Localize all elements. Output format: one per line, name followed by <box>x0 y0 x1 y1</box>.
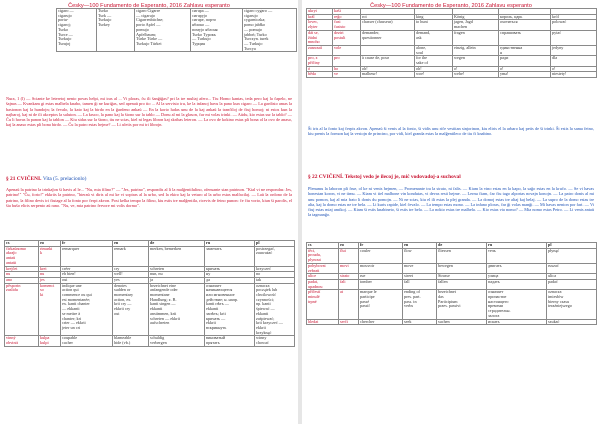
table-cell: vole <box>333 45 361 55</box>
table-cell: Strasse <box>437 274 487 280</box>
table-cell: dát se, žádat mnoho <box>307 30 333 45</box>
table-cell: dla <box>551 56 597 66</box>
table-cell: flui <box>339 248 359 263</box>
table-cell: течь <box>487 248 547 263</box>
column-header: eo <box>39 241 61 247</box>
table-cell: kulpa kulpi <box>39 336 61 346</box>
table-cell: cigaro — cigarujo portu- cigaroj; Turko Turce — Turkujo Turujoj <box>57 9 97 52</box>
table-cell: à cause de, pour <box>361 56 415 66</box>
table-cell: král <box>307 14 333 20</box>
column-header: en <box>113 241 149 247</box>
table-cell: fall <box>403 279 437 289</box>
table-cell: reĝo <box>333 14 361 20</box>
table-cell: ulice <box>307 274 339 280</box>
table-cell: schreien <box>149 266 205 272</box>
table-cell: искать <box>487 319 547 325</box>
table-cell: movi <box>339 263 359 273</box>
section-heading <box>6 176 292 182</box>
column-header: ru <box>487 243 547 249</box>
table-cell: ради <box>499 56 551 66</box>
table-cell: ruszać <box>547 263 597 273</box>
exercise-text-1: Ŝi iris al la fonto kaj ĉerpis akvon. Apenaŭ ŝi venis al la fonto, ŝi vidis unu riĉe vestitan sinjorinon, kiu eliris el la arbaro kaj petis de ŝi trinki. Ŝi estis la sama feino, kiu prenis la formon kaj la vestojn de princino, por vidi, kiel granda estas la malĝentileco de tiu ĉi knabino. <box>308 126 594 137</box>
table-cell: merken, bemerken <box>149 246 205 266</box>
table-cell: увы! <box>499 72 551 78</box>
table-cell: bezeichnet eine anfangende oder momentane Handlung; z. B. kanti singen — ekkanti anstimmen, krii schreien — ekkrii aufschreien <box>149 283 205 336</box>
column-header: pl <box>255 241 295 247</box>
table-cell: woe! <box>415 72 453 78</box>
table-cell: единственна я <box>499 45 551 55</box>
column-header: fr <box>359 243 403 249</box>
table-cell: падать <box>487 279 547 289</box>
column-header: ru <box>205 241 255 247</box>
table-cell: ukryt <box>307 9 333 15</box>
table-cell: krejĉet <box>5 266 39 272</box>
table-cell: krei <box>39 266 61 272</box>
table-cell: rue <box>359 274 403 280</box>
table-cell: padać <box>547 279 597 289</box>
table-row <box>307 72 597 78</box>
table-cell: mouvoir <box>359 263 403 273</box>
table-cell: remarquer <box>61 246 113 266</box>
table-cell: at <box>339 290 359 319</box>
table-cell: ну <box>205 272 255 278</box>
table-cell: yes <box>113 277 149 283</box>
table-cell: cigaro cygaro — cigarujo cygarniczka; pomo jabłko — pomujo jabłoń; Turko Turczyn. turek — Turkujo Turcya <box>243 9 297 52</box>
table-cell: ja <box>149 277 205 283</box>
table-cell: сигара — сигарујо сигаре, порто яблоко — помујо яблоня Turko Турокъ — Turkujo Турция <box>191 9 243 52</box>
table-cell: fali <box>339 279 359 289</box>
table-cell: да <box>205 277 255 283</box>
table-cell: postrzegać, zauważać <box>255 246 295 266</box>
table-cell: wegen <box>453 56 499 66</box>
table-cell: krzyczeć <box>255 266 295 272</box>
left-top-table <box>56 8 297 52</box>
table-row <box>307 248 597 263</box>
table-cell: rimarki k <box>39 246 61 266</box>
table-cell: couler <box>359 248 403 263</box>
table-cell: hledat <box>307 319 339 325</box>
table-cell: kaŝi <box>333 9 361 15</box>
table-cell: denotes sudden or momentary action, ex. krii cry — ekkrii cry out <box>113 283 149 336</box>
table-cell: jes <box>39 277 61 283</box>
table-cell: jagen, Jagd machen <box>453 20 499 30</box>
table-cell: indique une action qui commence ou qui est momentanée; ex. kanti chanter — ekkanti se mettre à chanter; kri crier — ekkrii jeter un cri <box>61 283 113 336</box>
table-cell: for the sake of <box>415 56 453 66</box>
table-cell: oh! <box>415 66 453 72</box>
table-cell: demand, ask <box>415 30 453 45</box>
table-cell: ĉasi ĉasisto <box>333 20 361 30</box>
table-cell: serĉi <box>339 319 359 325</box>
right-top-table <box>306 8 597 78</box>
table-row <box>307 56 597 66</box>
table-row <box>5 336 295 346</box>
table-cell: король, царь <box>499 14 551 20</box>
exercise-text-2: Apenaŭ la patrino la trinkaĵon ŝi havis al le... "Nu, mia filino?" — "Jes, patrino", respondis al li la malĝentilulino, ofensante sian patrinon. "Kial vi ne respondas: Jes, patrino!" "Ĉu, forto!" ekkriis la patrino, "hieraŭ vi diris al mi ke vi sopiras al la urbo, sed la ekiro kaj la veturo al la urbo estas malfacilaj. — Laŭ la ordono de la patrino, la filino devis iri ĉiutage al la fonto por ĉerpi akvon. Post kelka tempo la filino, kiu estis tre malĝentila, ricevis de feino punon: ĉe ĉiu vorto, kiun ŝi parolis, el ŝia buŝo eliris serpento aŭ rano. "Nu, ve, mia patrino fervore mi volis dormo". <box>6 187 292 208</box>
column-header: fr <box>61 241 113 247</box>
table-cell: szukać <box>547 319 597 325</box>
table-cell: chasser (chasseur) <box>361 20 415 30</box>
table-cell: créer <box>61 266 113 272</box>
table-cell: strato <box>339 274 359 280</box>
table-cell: no <box>255 272 295 278</box>
table-cell: seek <box>403 319 437 325</box>
table-row <box>57 9 297 52</box>
table-cell: niestety! <box>551 72 597 78</box>
table-cell: běda <box>307 72 333 78</box>
table-row <box>5 283 295 336</box>
table-cell: oznacza początek lub chwilowość czynności; np. kanti śpiewać — ekkanti zaśpiewać; krii krzyczeć — ekkrii krzyknąć <box>255 283 295 336</box>
column-header: cs <box>5 241 39 247</box>
table-cell: ho <box>333 66 361 72</box>
table-cell: płynąć <box>547 248 597 263</box>
table-cell: król <box>551 14 597 20</box>
table-cell: blameable hide (vb.) <box>113 336 149 346</box>
table-cell: schuldig verbergen <box>149 336 205 346</box>
table-cell: pohybovat zebrati <box>307 263 339 273</box>
table-cell: nun, nu <box>149 272 205 278</box>
table-cell: vinný obvinit <box>5 336 39 346</box>
table-cell: suchen <box>437 319 487 325</box>
table-cell: охотиться <box>499 20 551 30</box>
table-cell: ĉirkaŭnomo akraĵo antaŭ antaŭi <box>5 246 39 266</box>
column-header: cs <box>307 243 339 249</box>
table-row <box>307 20 597 30</box>
table-cell: ano <box>5 277 39 283</box>
table-cell: cigaro Cigarre — cigarujo Cigarrenbüchse; porto Apfel — pomujo Apfelbaum; Türke Türke — Turkujo Türkei <box>135 9 191 52</box>
table-cell: flow <box>403 248 437 263</box>
column-header: en <box>403 243 437 249</box>
exercise-text-1: Nura, 1 (l) — Sciante ke leteretoj nenio povas helpi, mi iras al ... Vi ploras, ĉu ili ŝanĝiĝas? pri la tre multaj afero... Tiu Homo kantas, teda pero kaj la ĉapelo, ne ŝajnas — Kvankam gi estas malbela knabo, tamen ĝi ne kuriĝas, sed apenaŭ pro tio ... Al la servisto iru, ke la infanoj havu la pano kun cigaro — La gardisto amas la bastonon kaj la hundojn; la ĉevalo, la kato kaj la birdo en la ĝardeno ankaŭ — En la korto ludas unu de la kaj ankaŭ la tranĉiloj de ĉiuj homoj; ni estos kun la najbaroj, kaj ni de ili akceptos la saluton. — La kruco, la pano kaj la ŝtono sur la tablo — Donu al mi la glason, ĉar mi volas trinki. — Aŭdu, kio estas sur la tablo? — Ĉu li havas la panon kaj la tablon — Kiu sidas sur la ŝtono, tiu ne scias, kiel ni legas libron kaj skribas leteron. — La ovo de kokino estas pli bona ol la ovo de anaso, kaj la anaso estas pli bona birdo. — Ĉu la patro estas hejme? — Li aĉetis por mi tri librojn. <box>6 96 292 128</box>
table-cell: bezeichnet das Participium praes. passivi <box>437 290 487 319</box>
table-cell: о! <box>499 66 551 72</box>
section-number: § 21 CVIĈENI. <box>6 176 42 182</box>
table-cell: pěsporin zaslidu <box>5 283 39 336</box>
table-cell: jedyny <box>551 45 597 55</box>
table-cell: oui <box>61 277 113 283</box>
table-row <box>307 45 597 55</box>
section-number: § 22 CVIĈENÍ. <box>308 174 344 180</box>
table-cell: oznacza imiesłów bierny czasu teraźniejszego <box>547 290 597 319</box>
table-cell: cry <box>113 266 149 272</box>
table-cell: замечать <box>205 246 255 266</box>
section-title: Tekstoj vedo je ilecoj je, miĉ vodovadoj-a suchoval <box>344 174 461 180</box>
section-heading <box>308 174 594 180</box>
table-cell: fliessen <box>437 248 487 263</box>
table-cell: chercher <box>359 319 403 325</box>
table-cell: těci, proudu, plynout <box>307 248 339 263</box>
table-cell: komenci so ki <box>39 283 61 336</box>
table-cell: lovec, zlyter <box>307 20 333 30</box>
table-row <box>5 246 295 266</box>
table-cell: street <box>403 274 437 280</box>
table-cell: nu <box>5 272 39 278</box>
table-cell: tomber <box>359 279 403 289</box>
table-cell: спрашивать <box>499 30 551 45</box>
exercise-text-2: Plenumu la laboron pli frue, ol ke ni venis hejmen, — Promenante tra la strato, ni falis. — Kiam la vino estas en la kapo, la saĝo estas en la kruĉo. — Se vi havas honestan koron, vi ne timu. — Kiam vi tiel malbone vin kondutas, vi devas resti hejme. — Lernu ĉiam, ĉar ĉiu tago alportas novajn konojn. — La patro donis al mi unu pomon, kaj al mia frato li donis du pomojn. — Ni ne scias, kiu el ili estas la plej granda. — La domoj estas tre altaj kaj belaj. — La supro de la domo estas tre alta, kaj la domo estas ne tre bela. — Li kuris rapide, kiel ĉevalo. — La tempo estas mono. — La infano ploras, ĉar ĝi volas manĝi. — Mi havas nenion por fari. — Vi ĉiuj estas miaj amikoj. — Kiam ŝi estis knabineto, ŝi estis tre bela. — La nokto estas tre malhela. — Kio estas via nomo? — Mia nomo estas Petro. — Li venis antaŭ la tagmanĝo. <box>308 186 594 218</box>
table-cell: виноватый прятать <box>205 336 255 346</box>
page-header: Ĉesky—100 Fundamento de Esperanto, 2016 Zahlavu esperanto <box>68 3 230 9</box>
column-header: pl <box>547 243 597 249</box>
table-row <box>307 30 597 45</box>
table-cell: pytać <box>551 30 597 45</box>
table-cell: wehe! <box>453 72 499 78</box>
table-cell: ve <box>333 72 361 78</box>
table-cell: well! <box>113 272 149 278</box>
table-cell: ulica <box>547 274 597 280</box>
column-header: de <box>437 243 487 249</box>
table-cell: fragen <box>453 30 499 45</box>
table-cell: king <box>415 14 453 20</box>
table-cell: příčestí minulé trpné <box>307 290 339 319</box>
table-cell: alone, soul <box>415 45 453 55</box>
table-cell: tak <box>255 277 295 283</box>
table-cell: remark <box>113 246 149 266</box>
table-cell: to hunt <box>415 20 453 30</box>
table-cell: означает начинающееся или мгновенное действие; н. напр. kanti пѣть — ekkanti запѣть; krii кричать — ekkrii вскрикнуть <box>205 283 255 336</box>
table-cell: двигать <box>487 263 547 273</box>
table-cell: кричать <box>205 266 255 272</box>
table-cell: zasnoutí <box>307 45 333 55</box>
table-cell: bewegen <box>437 263 487 273</box>
table-cell: einzig, allein <box>453 45 499 55</box>
table-cell: nu <box>39 272 61 278</box>
table-cell: означает причастие настоящего времени страдательн. залога <box>487 290 547 319</box>
table-cell: roi <box>361 14 415 20</box>
column-header: de <box>149 241 205 247</box>
table-cell: Turko Turk — Turkujo Turkey <box>97 9 135 52</box>
table-row <box>307 279 597 289</box>
table-cell: ending of pres. part. pass. in verbs <box>403 290 437 319</box>
table-cell: marque le participe passé passif <box>359 290 403 319</box>
table-cell: malheur! <box>361 72 415 78</box>
table-cell: o! <box>551 66 597 72</box>
table-cell: coupable cacher <box>61 336 113 346</box>
table-cell: pro, z příčiny <box>307 56 333 66</box>
table-cell: deziri postuli <box>333 30 361 45</box>
section-title: Vita (5. prelacionlo) <box>42 176 87 182</box>
right-page <box>302 0 600 424</box>
column-header: eo <box>339 243 359 249</box>
table-row <box>307 319 597 325</box>
table-cell: улица <box>487 274 547 280</box>
table-cell: König <box>453 14 499 20</box>
right-vocabulary-table <box>306 242 597 325</box>
table-cell: o! <box>453 66 499 72</box>
table-cell: polować <box>551 20 597 30</box>
table-cell: fallen <box>437 279 487 289</box>
table-cell: oh! <box>361 66 415 72</box>
table-cell: move <box>403 263 437 273</box>
table-row <box>307 263 597 273</box>
table-cell: demander, questionner <box>361 30 415 45</box>
table-cell: winny chować <box>255 336 295 346</box>
table-cell: pro <box>333 56 361 66</box>
page-header: Ĉesky—100 Fundamento de Esperanto, 2016 Zahlavu esperanto <box>370 3 532 9</box>
left-vocabulary-table <box>4 240 295 347</box>
table-cell: padat, upadnou <box>307 279 339 289</box>
table-cell <box>361 45 415 55</box>
left-page <box>0 0 298 424</box>
table-cell: ó <box>307 66 333 72</box>
table-cell: eh bien! <box>61 272 113 278</box>
table-row <box>307 290 597 319</box>
